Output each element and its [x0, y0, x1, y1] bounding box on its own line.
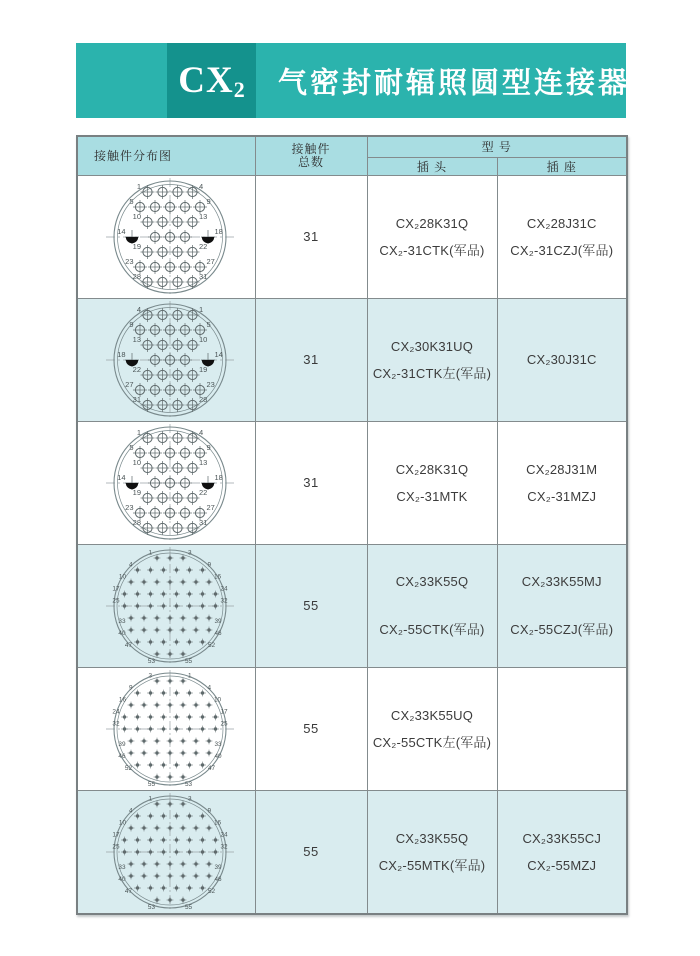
- svg-text:24: 24: [220, 831, 228, 838]
- svg-text:47: 47: [208, 764, 216, 772]
- svg-text:47: 47: [124, 641, 132, 649]
- svg-text:52: 52: [208, 887, 216, 895]
- svg-text:39: 39: [214, 617, 222, 625]
- svg-text:52: 52: [124, 764, 132, 772]
- svg-text:9: 9: [206, 442, 211, 452]
- model-number: CX₂33K55Q: [395, 830, 469, 846]
- plug-models: [367, 790, 497, 914]
- svg-text:47: 47: [124, 887, 132, 895]
- svg-text:5: 5: [206, 319, 211, 329]
- model-number: CX₂-31CZJ(军品): [510, 242, 614, 258]
- contact-count-value: 55: [255, 667, 367, 790]
- pin-distribution-diagram: [78, 545, 255, 667]
- svg-text:33: 33: [118, 863, 126, 871]
- svg-text:14: 14: [117, 226, 126, 236]
- svg-text:39: 39: [118, 740, 126, 748]
- col-header-contact-distribution: 接触件分布图: [77, 136, 255, 175]
- svg-text:5: 5: [129, 196, 134, 206]
- model-number: CX₂33K55MJ: [521, 573, 602, 589]
- svg-text:40: 40: [118, 875, 126, 883]
- model-number: CX₂28J31C: [526, 215, 597, 231]
- diagram-cell: [77, 175, 255, 298]
- svg-text:23: 23: [125, 502, 134, 512]
- model-number: CX₂28K31Q: [395, 215, 469, 231]
- svg-text:13: 13: [199, 211, 208, 221]
- svg-text:24: 24: [220, 585, 228, 592]
- svg-text:18: 18: [117, 349, 126, 359]
- svg-text:10: 10: [132, 211, 141, 221]
- model-number: CX₂-55MTK(军品): [378, 857, 486, 873]
- table-row: [77, 421, 627, 544]
- svg-text:33: 33: [214, 740, 222, 748]
- svg-text:46: 46: [214, 875, 222, 883]
- svg-text:3: 3: [188, 549, 192, 556]
- socket-models: [497, 175, 627, 298]
- contact-count-value: 31: [255, 421, 367, 544]
- svg-text:14: 14: [214, 349, 223, 359]
- socket-models: [497, 544, 627, 667]
- series-badge: [167, 43, 256, 118]
- socket-models: [497, 667, 627, 790]
- svg-text:24: 24: [112, 708, 120, 715]
- svg-text:31: 31: [199, 271, 208, 281]
- svg-text:9: 9: [207, 807, 212, 814]
- svg-text:19: 19: [132, 241, 141, 251]
- svg-text:9: 9: [129, 319, 134, 329]
- svg-text:18: 18: [214, 472, 223, 482]
- svg-text:16: 16: [118, 696, 126, 703]
- svg-text:32: 32: [112, 720, 120, 727]
- socket-models: [497, 421, 627, 544]
- svg-text:27: 27: [206, 502, 215, 512]
- svg-text:46: 46: [214, 629, 222, 637]
- svg-text:13: 13: [199, 457, 208, 467]
- diagram-cell: [77, 544, 255, 667]
- svg-text:32: 32: [220, 843, 228, 850]
- col-header-socket: 插 座: [497, 157, 627, 175]
- svg-text:17: 17: [112, 831, 120, 838]
- col-header-model: 型 号: [367, 136, 627, 157]
- svg-text:39: 39: [214, 863, 222, 871]
- connector-spec-table: [76, 135, 628, 915]
- table-header-row-1: [77, 136, 627, 157]
- svg-text:25: 25: [220, 720, 228, 727]
- svg-text:19: 19: [132, 487, 141, 497]
- svg-text:53: 53: [185, 780, 193, 788]
- svg-text:4: 4: [207, 684, 212, 691]
- series-code: CX: [178, 60, 234, 101]
- diagram-cell: [77, 421, 255, 544]
- svg-text:27: 27: [125, 379, 134, 389]
- svg-text:1: 1: [136, 427, 141, 437]
- diagram-cell: [77, 298, 255, 421]
- svg-text:28: 28: [132, 517, 141, 527]
- svg-text:31: 31: [132, 394, 141, 404]
- svg-text:1: 1: [136, 181, 141, 191]
- svg-text:22: 22: [199, 487, 208, 497]
- svg-text:22: 22: [199, 241, 208, 251]
- svg-text:4: 4: [199, 181, 204, 191]
- col-header-plug: 插 头: [367, 157, 497, 175]
- svg-text:18: 18: [214, 226, 223, 236]
- diagram-cell: [77, 667, 255, 790]
- model-number: CX₂-55CTK(军品): [379, 621, 485, 637]
- svg-text:52: 52: [208, 641, 216, 649]
- svg-text:31: 31: [199, 517, 208, 527]
- model-number: CX₂30K31UQ: [390, 338, 474, 354]
- series-subscript: 2: [233, 76, 245, 102]
- contact-count-value: 55: [255, 544, 367, 667]
- svg-text:19: 19: [199, 364, 208, 374]
- svg-text:4: 4: [128, 807, 133, 814]
- svg-text:10: 10: [118, 819, 126, 826]
- svg-text:27: 27: [206, 256, 215, 266]
- svg-text:55: 55: [185, 903, 193, 911]
- pin-distribution-diagram: [78, 422, 255, 544]
- svg-text:3: 3: [188, 795, 192, 802]
- pin-distribution-diagram: [78, 668, 255, 790]
- svg-text:23: 23: [206, 379, 215, 389]
- model-number: CX₂-31MTK: [396, 488, 468, 504]
- svg-text:55: 55: [185, 657, 193, 665]
- svg-text:9: 9: [128, 684, 133, 691]
- svg-text:1: 1: [199, 304, 204, 314]
- svg-text:4: 4: [128, 561, 133, 568]
- svg-text:4: 4: [136, 304, 141, 314]
- svg-text:32: 32: [220, 597, 228, 604]
- page-title: 气密封耐辐照圆型连接器: [278, 67, 631, 99]
- svg-text:23: 23: [125, 256, 134, 266]
- table-row: [77, 790, 627, 914]
- contact-count-value: 55: [255, 790, 367, 914]
- plug-models: [367, 544, 497, 667]
- svg-text:5: 5: [129, 442, 134, 452]
- socket-models: [497, 790, 627, 914]
- model-number: CX₂28J31M: [526, 461, 598, 477]
- svg-text:1: 1: [188, 672, 192, 679]
- model-number: CX₂33K55Q: [395, 573, 469, 589]
- svg-text:1: 1: [148, 549, 152, 556]
- model-number: CX₂-31CTK(军品): [379, 242, 485, 258]
- plug-models: [367, 667, 497, 790]
- col-header-contact-count: [255, 136, 367, 175]
- plug-models: [367, 175, 497, 298]
- svg-text:10: 10: [132, 457, 141, 467]
- svg-text:28: 28: [199, 394, 208, 404]
- svg-text:55: 55: [147, 780, 155, 788]
- svg-text:10: 10: [199, 334, 208, 344]
- svg-text:14: 14: [117, 472, 126, 482]
- model-number: CX₂28K31Q: [395, 461, 469, 477]
- table-row: [77, 544, 627, 667]
- svg-text:1: 1: [148, 795, 152, 802]
- svg-text:10: 10: [118, 573, 126, 580]
- svg-text:40: 40: [214, 752, 222, 760]
- table-row: [77, 175, 627, 298]
- plug-models: [367, 421, 497, 544]
- contact-count-value: 31: [255, 298, 367, 421]
- diagram-cell: [77, 790, 255, 914]
- svg-text:25: 25: [112, 843, 120, 850]
- svg-text:9: 9: [207, 561, 212, 568]
- svg-text:17: 17: [112, 585, 120, 592]
- svg-text:46: 46: [118, 752, 126, 760]
- pin-distribution-diagram: [78, 791, 255, 913]
- model-number: CX₂33K55CJ: [522, 830, 602, 846]
- svg-text:25: 25: [112, 597, 120, 604]
- svg-text:9: 9: [206, 196, 211, 206]
- model-number: CX₂30J31C: [526, 352, 597, 367]
- model-number: CX₂-55CTK左(军品): [372, 734, 492, 750]
- svg-text:4: 4: [199, 427, 204, 437]
- contact-count-label-line2: 总数: [297, 154, 324, 169]
- plug-models: [367, 298, 497, 421]
- pin-distribution-diagram: [78, 299, 255, 421]
- socket-models: [497, 298, 627, 421]
- svg-text:33: 33: [118, 617, 126, 625]
- svg-text:17: 17: [220, 708, 228, 715]
- model-number: CX₂-31CTK左(军品): [372, 365, 492, 381]
- table-row: [77, 298, 627, 421]
- svg-text:40: 40: [118, 629, 126, 637]
- svg-text:16: 16: [214, 819, 222, 826]
- model-number: CX₂33K55UQ: [390, 707, 474, 723]
- table-row: [77, 667, 627, 790]
- model-number: CX₂-55CZJ(军品): [510, 621, 614, 637]
- pin-distribution-diagram: [78, 176, 255, 298]
- svg-text:53: 53: [147, 903, 155, 911]
- svg-text:22: 22: [132, 364, 141, 374]
- model-number: CX₂-31MZJ: [527, 488, 597, 504]
- contact-count-label-line1: 接触件: [291, 141, 331, 156]
- svg-text:28: 28: [132, 271, 141, 281]
- header-banner: [76, 43, 631, 118]
- svg-text:16: 16: [214, 573, 222, 580]
- contact-count-value: 31: [255, 175, 367, 298]
- model-number: CX₂-55MZJ: [527, 857, 597, 873]
- svg-text:10: 10: [214, 696, 222, 703]
- svg-text:13: 13: [132, 334, 141, 344]
- svg-text:3: 3: [148, 672, 152, 679]
- svg-text:53: 53: [147, 657, 155, 665]
